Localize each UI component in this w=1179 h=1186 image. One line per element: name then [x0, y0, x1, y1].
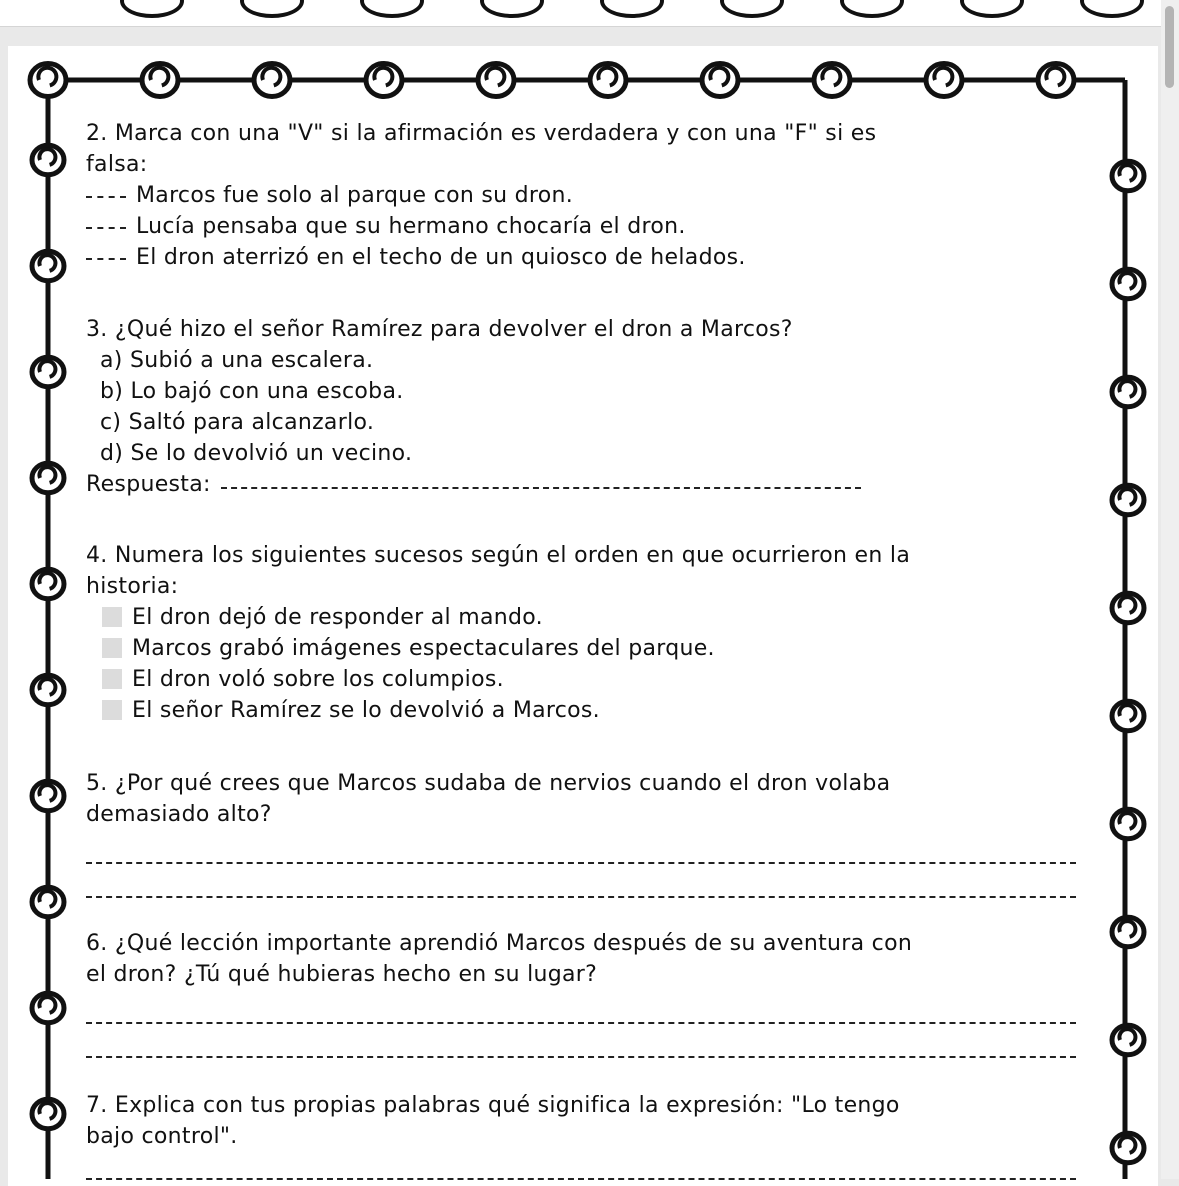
order-box[interactable]	[102, 669, 122, 689]
swirl-ornament	[590, 63, 626, 96]
q3-prompt: 3. ¿Qué hizo el señor Ramírez para devolver el dron a Marcos?	[86, 317, 793, 342]
question-6	[86, 928, 1086, 1058]
order-box[interactable]	[102, 700, 122, 720]
swirl-ornament	[32, 357, 64, 386]
swirl-ornament	[1112, 161, 1144, 190]
q2-prompt: 2. Marca con una "V" si la afirmación es verdadera y con una "F" si es	[86, 121, 877, 146]
swirl-ornament	[30, 63, 66, 96]
scrollbar-thumb[interactable]	[1165, 6, 1174, 88]
q7-prompt-cont: bajo control".	[86, 1124, 238, 1149]
swirl-ornament	[1112, 269, 1144, 298]
event-4: El señor Ramírez se lo devolvió a Marcos.	[86, 695, 1086, 726]
option-c: c) Saltó para alcanzarlo.	[100, 410, 375, 435]
swirl-ornament	[1112, 485, 1144, 514]
question-4	[86, 540, 1086, 726]
option-a: a) Subió a una escalera.	[100, 348, 374, 373]
swirl-ornament	[32, 569, 64, 598]
swirl-ornament	[32, 251, 64, 280]
swirl-ornament	[814, 63, 850, 96]
q5-prompt-cont: demasiado alto?	[86, 802, 272, 827]
swirl-ornament	[1112, 917, 1144, 946]
q7-prompt: 7. Explica con tus propias palabras qué significa la expresión: "Lo tengo	[86, 1093, 900, 1118]
q6-prompt-cont: el dron? ¿Tú qué hubieras hecho en su lugar?	[86, 962, 598, 987]
swirl-ornament	[478, 63, 514, 96]
swirl-ornament	[1038, 63, 1074, 96]
swirl-ornament	[702, 63, 738, 96]
swirl-ornament	[32, 463, 64, 492]
swirl-ornament	[142, 63, 178, 96]
swirl-ornament	[32, 993, 64, 1022]
q4-prompt-cont: historia:	[86, 574, 179, 599]
statement-2: Lucía pensaba que su hermano chocaría el dron.	[86, 211, 1086, 242]
event-3: El dron voló sobre los columpios.	[86, 664, 1086, 695]
q4-prompt: 4. Numera los siguientes sucesos según el orden en que ocurrieron en la	[86, 543, 911, 568]
swirl-ornament	[1112, 701, 1144, 730]
swirl-ornament	[32, 887, 64, 916]
q2-prompt-cont: falsa:	[86, 152, 148, 177]
order-box[interactable]	[102, 607, 122, 627]
swirl-ornament	[1112, 377, 1144, 406]
writing-line[interactable]	[86, 990, 1076, 1024]
writing-line[interactable]	[86, 864, 1076, 898]
swirl-ornament	[1112, 1025, 1144, 1054]
event-2: Marcos grabó imágenes espectaculares del parque.	[86, 633, 1086, 664]
swirl-ornament	[32, 781, 64, 810]
swirl-ornament	[1112, 1133, 1144, 1162]
option-b: b) Lo bajó con una escoba.	[100, 379, 404, 404]
swirl-ornament	[1112, 809, 1144, 838]
answer-line[interactable]	[221, 487, 861, 489]
writing-line[interactable]	[86, 830, 1076, 864]
swirl-ornament	[32, 145, 64, 174]
question-2	[86, 118, 1086, 273]
event-1: El dron dejó de responder al mando.	[86, 602, 1086, 633]
q6-prompt: 6. ¿Qué lección importante aprendió Marcos después de su aventura con	[86, 931, 913, 956]
swirl-ornament	[1112, 593, 1144, 622]
option-d: d) Se lo devolvió un vecino.	[100, 441, 413, 466]
answer-blank[interactable]	[86, 227, 126, 229]
question-7	[86, 1090, 1086, 1180]
writing-line[interactable]	[86, 1024, 1076, 1058]
q3-answer-row: Respuesta:	[86, 469, 1086, 500]
question-5	[86, 768, 1086, 898]
swirl-ornament	[926, 63, 962, 96]
answer-blank[interactable]	[86, 258, 126, 260]
scrollbar[interactable]	[1161, 0, 1179, 1179]
swirl-ornament	[366, 63, 402, 96]
swirl-ornament	[254, 63, 290, 96]
question-3	[86, 314, 1086, 500]
order-box[interactable]	[102, 638, 122, 658]
statement-3: El dron aterrizó en el techo de un quiosco de helados.	[86, 242, 1086, 273]
writing-line[interactable]	[86, 1152, 1076, 1180]
swirl-ornament	[32, 675, 64, 704]
swirl-ornament	[32, 1099, 64, 1128]
statement-1: Marcos fue solo al parque con su dron.	[86, 180, 1086, 211]
answer-blank[interactable]	[86, 196, 126, 198]
q5-prompt: 5. ¿Por qué crees que Marcos sudaba de nervios cuando el dron volaba	[86, 771, 891, 796]
